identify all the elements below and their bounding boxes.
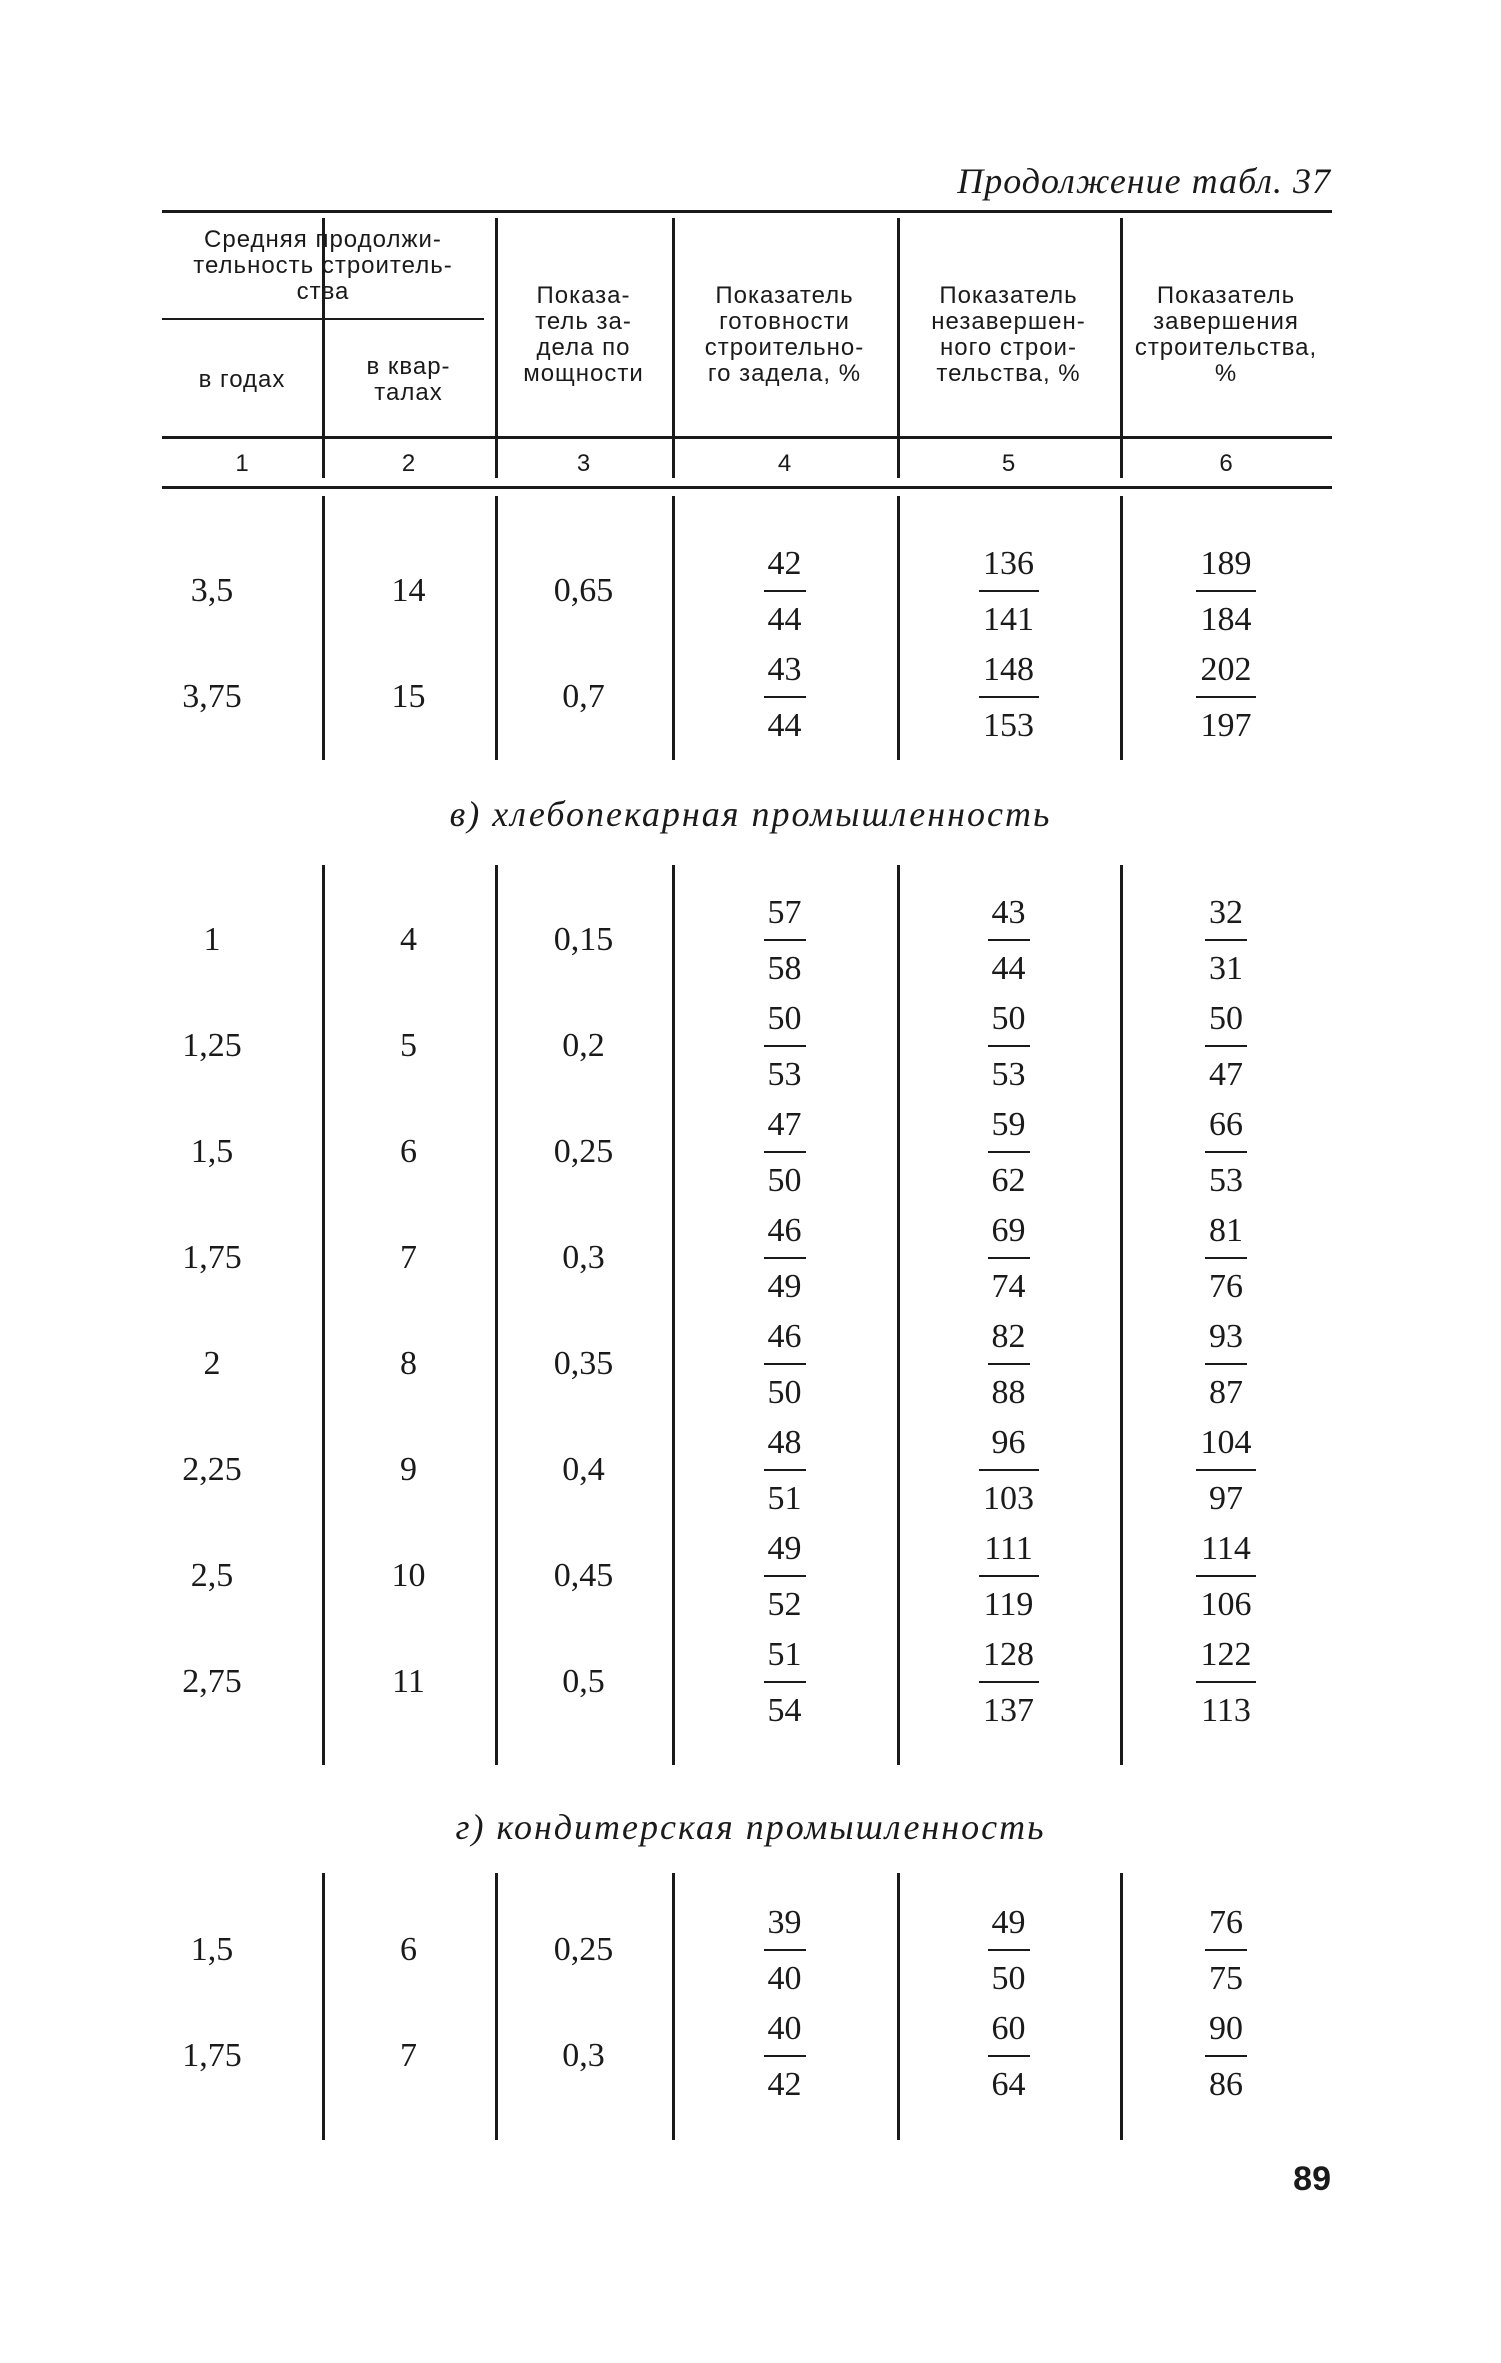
fraction-bar: [979, 1681, 1039, 1683]
quarters-cell: 6: [400, 1931, 417, 1968]
fraction-numerator: 189: [1200, 545, 1252, 582]
fraction-numerator: 82: [991, 1318, 1026, 1355]
fraction-bar: [979, 1575, 1039, 1577]
fraction-denominator: 119: [983, 1586, 1034, 1623]
quarters-cell: 10: [391, 1557, 426, 1594]
fraction-numerator: 50: [767, 1000, 802, 1037]
section-title: в) хлебопекарная промышленность: [449, 794, 1052, 834]
fraction-bar: [1205, 1151, 1247, 1153]
fraction-denominator: 62: [991, 1162, 1026, 1199]
quarters-cell: 9: [400, 1451, 417, 1488]
readiness-fraction: [725, 2009, 845, 2105]
years-cell: 1,5: [190, 1931, 234, 1968]
fraction-numerator: 51: [767, 1636, 802, 1673]
page-number: 89: [1293, 2160, 1331, 2198]
fraction-denominator: 44: [767, 601, 802, 638]
section-column-divider: [1120, 865, 1123, 1765]
section-column-divider: [495, 496, 498, 760]
fraction-numerator: 60: [991, 2010, 1026, 2047]
fraction-denominator: 53: [1209, 1162, 1243, 1199]
capacity-cell: 0,3: [562, 2037, 605, 2074]
readiness-fraction: [725, 544, 845, 640]
section-column-divider: [322, 1873, 325, 2140]
column-number: 2: [401, 450, 416, 477]
column-number: 5: [1001, 450, 1016, 477]
fraction-denominator: 137: [983, 1692, 1034, 1729]
fraction-denominator: 51: [767, 1480, 802, 1517]
capacity-cell: 0,2: [562, 1027, 605, 1064]
capacity-cell: 0,3: [562, 1239, 605, 1276]
fraction-denominator: 197: [1200, 707, 1252, 744]
years-cell: 3,75: [182, 678, 242, 715]
fraction-numerator: 136: [983, 545, 1034, 582]
fraction-bar: [764, 1949, 806, 1951]
years-cell: 2,25: [182, 1451, 242, 1488]
completion-fraction: [1166, 1211, 1286, 1307]
fraction-denominator: 50: [767, 1374, 802, 1411]
fraction-denominator: 44: [767, 707, 802, 744]
fraction-numerator: 81: [1209, 1212, 1243, 1249]
years-cell: 2,75: [182, 1663, 242, 1700]
fraction-numerator: 43: [991, 894, 1026, 931]
header-completion: Показатель завершения строительства, %: [1134, 282, 1318, 387]
fraction-bar: [988, 1151, 1030, 1153]
fraction-bar: [764, 1257, 806, 1259]
unfinished-fraction: [949, 999, 1069, 1095]
fraction-numerator: 114: [1201, 1530, 1251, 1567]
completion-fraction: [1166, 999, 1286, 1095]
fraction-bar: [764, 1045, 806, 1047]
unfinished-fraction: [949, 650, 1069, 746]
fraction-numerator: 96: [991, 1424, 1026, 1461]
fraction-denominator: 58: [767, 950, 802, 987]
fraction-bar: [1196, 1469, 1256, 1471]
unfinished-fraction: [949, 1317, 1069, 1413]
readiness-fraction: [725, 1211, 845, 1307]
quarters-cell: 5: [400, 1027, 417, 1064]
unfinished-fraction: [949, 1105, 1069, 1201]
years-cell: 1,75: [182, 1239, 242, 1276]
years-cell: 1: [203, 921, 221, 958]
section-column-divider: [672, 1873, 675, 2140]
quarters-cell: 11: [392, 1663, 425, 1700]
completion-fraction: [1166, 1423, 1286, 1519]
completion-fraction: [1166, 650, 1286, 746]
fraction-denominator: 141: [983, 601, 1034, 638]
header-readiness: Показатель готовности строительно- го задела, %: [704, 282, 865, 387]
fraction-bar: [988, 939, 1030, 941]
readiness-fraction: [725, 1529, 845, 1625]
fraction-denominator: 74: [991, 1268, 1026, 1305]
fraction-bar: [764, 2055, 806, 2057]
section-column-divider: [322, 496, 325, 760]
fraction-bar: [764, 1575, 806, 1577]
fraction-numerator: 40: [767, 2010, 802, 2047]
section-title: г) кондитерская промышленность: [455, 1807, 1046, 1847]
fraction-numerator: 148: [983, 651, 1034, 688]
fraction-bar: [764, 1681, 806, 1683]
fraction-numerator: 122: [1200, 1636, 1252, 1673]
column-number: 4: [777, 450, 792, 477]
column-numbers-rule: [162, 486, 1332, 489]
capacity-cell: 0,35: [553, 1345, 614, 1382]
completion-fraction: [1166, 1317, 1286, 1413]
readiness-fraction: [725, 999, 845, 1095]
section-column-divider: [495, 865, 498, 1765]
fraction-bar: [764, 1469, 806, 1471]
completion-fraction: [1166, 893, 1286, 989]
fraction-numerator: 57: [767, 894, 802, 931]
capacity-cell: 0,65: [553, 572, 614, 609]
unfinished-fraction: [949, 2009, 1069, 2105]
fraction-bar: [988, 1363, 1030, 1365]
quarters-cell: 6: [400, 1133, 417, 1170]
fraction-bar: [1205, 1257, 1247, 1259]
fraction-bar: [764, 696, 806, 698]
fraction-bar: [1196, 696, 1256, 698]
fraction-bar: [764, 939, 806, 941]
section-column-divider: [672, 865, 675, 1765]
header-duration-group: Средняя продолжи- тельность строитель- ства: [193, 226, 453, 305]
quarters-cell: 15: [391, 678, 426, 715]
readiness-fraction: [725, 1635, 845, 1731]
fraction-bar: [988, 1257, 1030, 1259]
readiness-fraction: [725, 893, 845, 989]
fraction-bar: [988, 1949, 1030, 1951]
capacity-cell: 0,15: [553, 921, 614, 958]
unfinished-fraction: [949, 1423, 1069, 1519]
capacity-cell: 0,5: [562, 1663, 605, 1700]
fraction-bar: [1205, 939, 1247, 941]
years-cell: 2: [203, 1345, 221, 1382]
fraction-bar: [979, 696, 1039, 698]
section-column-divider: [322, 865, 325, 1765]
fraction-numerator: 48: [767, 1424, 802, 1461]
capacity-cell: 0,4: [562, 1451, 605, 1488]
fraction-bar: [764, 1151, 806, 1153]
fraction-bar: [1196, 1681, 1256, 1683]
fraction-numerator: 59: [991, 1106, 1026, 1143]
fraction-denominator: 50: [991, 1960, 1026, 1997]
fraction-numerator: 32: [1209, 894, 1243, 931]
fraction-denominator: 40: [767, 1960, 802, 1997]
header-unfinished: Показатель незавершен- ного строи- тельства, %: [931, 282, 1086, 387]
fraction-denominator: 49: [767, 1268, 802, 1305]
capacity-cell: 0,25: [553, 1931, 614, 1968]
fraction-numerator: 202: [1200, 651, 1252, 688]
column-number: 6: [1219, 450, 1233, 477]
completion-fraction: [1166, 1105, 1286, 1201]
fraction-denominator: 97: [1209, 1480, 1243, 1517]
fraction-numerator: 49: [767, 1530, 802, 1567]
section-column-divider: [672, 496, 675, 760]
fraction-denominator: 88: [991, 1374, 1026, 1411]
fraction-denominator: 53: [991, 1056, 1026, 1093]
fraction-denominator: 52: [767, 1586, 802, 1623]
header-capacity: Показа- тель за- дела по мощности: [523, 282, 644, 387]
fraction-denominator: 31: [1209, 950, 1243, 987]
readiness-fraction: [725, 1317, 845, 1413]
section-column-divider: [897, 496, 900, 760]
fraction-numerator: 42: [767, 545, 802, 582]
unfinished-fraction: [949, 1903, 1069, 1999]
completion-fraction: [1166, 544, 1286, 640]
section-column-divider: [495, 1873, 498, 2140]
fraction-numerator: 43: [767, 651, 802, 688]
completion-fraction: [1166, 1635, 1286, 1731]
fraction-numerator: 66: [1209, 1106, 1243, 1143]
fraction-numerator: 47: [767, 1106, 802, 1143]
completion-fraction: [1166, 1903, 1286, 1999]
unfinished-fraction: [949, 1211, 1069, 1307]
fraction-bar: [1205, 1363, 1247, 1365]
unfinished-fraction: [949, 1635, 1069, 1731]
quarters-cell: 7: [400, 1239, 417, 1276]
section-column-divider: [897, 1873, 900, 2140]
fraction-denominator: 76: [1209, 1268, 1243, 1305]
section-column-divider: [1120, 496, 1123, 760]
table-top-rule: [162, 210, 1332, 213]
fraction-numerator: 50: [1209, 1000, 1243, 1037]
header-years: в годах: [198, 366, 286, 393]
fraction-bar: [1205, 1949, 1247, 1951]
fraction-denominator: 75: [1209, 1960, 1243, 1997]
fraction-bar: [1205, 1045, 1247, 1047]
fraction-numerator: 39: [767, 1904, 802, 1941]
fraction-denominator: 86: [1209, 2066, 1243, 2103]
table-caption: Продолжение табл. 37: [957, 161, 1331, 201]
capacity-cell: 0,25: [553, 1133, 614, 1170]
fraction-numerator: 49: [991, 1904, 1026, 1941]
fraction-bar: [1196, 1575, 1256, 1577]
fraction-bar: [1205, 2055, 1247, 2057]
fraction-denominator: 153: [983, 707, 1034, 744]
fraction-bar: [979, 590, 1039, 592]
column-number: 3: [576, 450, 591, 477]
readiness-fraction: [725, 1423, 845, 1519]
years-cell: 2,5: [190, 1557, 234, 1594]
unfinished-fraction: [949, 893, 1069, 989]
unfinished-fraction: [949, 544, 1069, 640]
fraction-numerator: 46: [767, 1318, 802, 1355]
section-column-divider: [1120, 1873, 1123, 2140]
fraction-denominator: 53: [767, 1056, 802, 1093]
fraction-numerator: 69: [991, 1212, 1026, 1249]
fraction-bar: [764, 1363, 806, 1365]
header-quarters: в квар- талах: [366, 353, 451, 406]
fraction-numerator: 104: [1200, 1424, 1252, 1461]
fraction-numerator: 46: [767, 1212, 802, 1249]
header-bottom-rule: [162, 436, 1332, 439]
fraction-bar: [764, 590, 806, 592]
capacity-cell: 0,45: [553, 1557, 614, 1594]
column-number: 1: [235, 450, 249, 477]
years-cell: 1,25: [182, 1027, 242, 1064]
fraction-numerator: 93: [1209, 1318, 1243, 1355]
fraction-denominator: 184: [1200, 601, 1252, 638]
fraction-numerator: 111: [984, 1530, 1033, 1567]
fraction-denominator: 42: [767, 2066, 802, 2103]
fraction-denominator: 47: [1209, 1056, 1243, 1093]
fraction-numerator: 50: [991, 1000, 1026, 1037]
quarters-cell: 8: [400, 1345, 417, 1382]
capacity-cell: 0,7: [562, 678, 605, 715]
quarters-cell: 4: [400, 921, 417, 958]
fraction-denominator: 106: [1200, 1586, 1252, 1623]
fraction-numerator: 90: [1209, 2010, 1243, 2047]
readiness-fraction: [725, 650, 845, 746]
years-cell: 1,5: [190, 1133, 234, 1170]
fraction-denominator: 64: [991, 2066, 1026, 2103]
quarters-cell: 7: [400, 2037, 417, 2074]
readiness-fraction: [725, 1105, 845, 1201]
readiness-fraction: [725, 1903, 845, 1999]
years-cell: 3,5: [190, 572, 234, 609]
fraction-numerator: 76: [1209, 1904, 1243, 1941]
fraction-numerator: 128: [983, 1636, 1034, 1673]
fraction-bar: [988, 2055, 1030, 2057]
unfinished-fraction: [949, 1529, 1069, 1625]
quarters-cell: 14: [391, 572, 426, 609]
fraction-denominator: 44: [991, 950, 1026, 987]
completion-fraction: [1166, 1529, 1286, 1625]
years-cell: 1,75: [182, 2037, 242, 2074]
fraction-bar: [988, 1045, 1030, 1047]
fraction-bar: [979, 1469, 1039, 1471]
fraction-denominator: 54: [767, 1692, 802, 1729]
fraction-bar: [1196, 590, 1256, 592]
section-column-divider: [897, 865, 900, 1765]
completion-fraction: [1166, 2009, 1286, 2105]
fraction-denominator: 50: [767, 1162, 802, 1199]
fraction-denominator: 87: [1209, 1374, 1243, 1411]
fraction-denominator: 103: [983, 1480, 1034, 1517]
fraction-denominator: 113: [1201, 1692, 1251, 1729]
